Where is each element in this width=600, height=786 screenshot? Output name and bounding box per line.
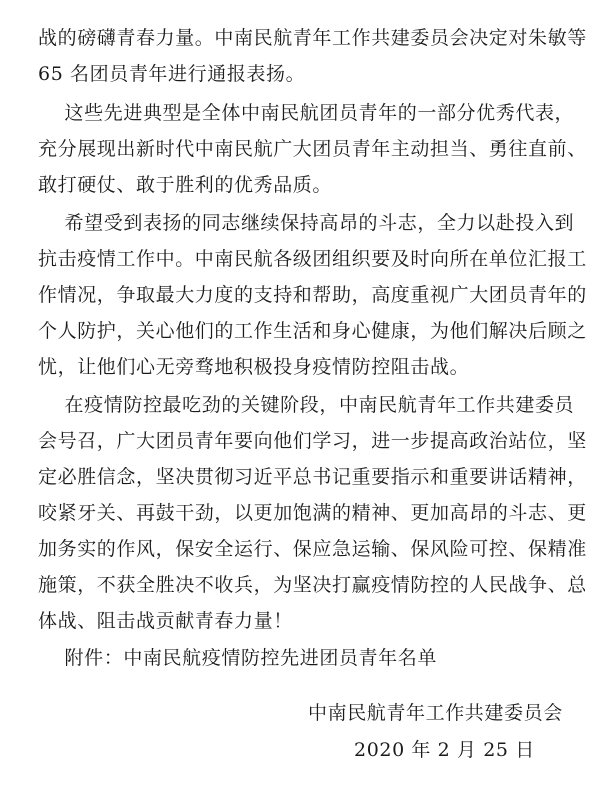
signature-organization: 中南民航青年工作共建委员会 [308,702,563,724]
paragraph-line: 体战、阻击战贡献青春力量！ [38,610,293,632]
paragraph-line: 定必胜信念，坚决贯彻习近平总书记重要指示和重要讲话精神， [38,466,587,488]
paragraph-line: 加务实的作风，保安全运行、保应急运输、保风险可控、保精准 [38,538,587,560]
signature-date: 2020 年 2 月 25 日 [354,739,535,761]
paragraph-line: 忧，让他们心无旁骛地积极投身疫情防控阻击战。 [38,356,470,378]
paragraph-line: 个人防护，关心他们的工作生活和身心健康，为他们解决后顾之 [38,320,587,342]
paragraph-line: 抗击疫情工作中。中南民航各级团组织要及时向所在单位汇报工 [38,248,587,270]
paragraph-line: 在疫情防控最吃劲的关键阶段，中南民航青年工作共建委员 [38,394,575,416]
paragraph-line: 咬紧牙关、再鼓干劲，以更加饱满的精神、更加高昂的斗志、更 [38,502,587,524]
paragraph-line: 施策，不获全胜决不收兵，为坚决打赢疫情防控的人民战争、总 [38,574,587,596]
paragraph-line: 敢打硬仗、敢于胜利的优秀品质。 [38,174,333,196]
paragraph-line: 作情况，争取最大力度的支持和帮助，高度重视广大团员青年的 [38,284,587,306]
paragraph-line: 65 名团员青年进行通报表扬。 [38,63,306,85]
paragraph-line: 这些先进典型是全体中南民航团员青年的一部分优秀代表， [38,102,575,124]
paragraph-line: 会号召，广大团员青年要向他们学习，进一步提高政治站位，坚 [38,430,587,452]
paragraph-line: 战的磅礴青春力量。中南民航青年工作共建委员会决定对朱敏等 [38,27,587,49]
paragraph-line: 充分展现出新时代中南民航广大团员青年主动担当、勇往直前、 [38,138,587,160]
paragraph-line: 希望受到表扬的同志继续保持高昂的斗志，全力以赴投入到 [38,212,575,234]
attachment-line: 附件：中南民航疫情防控先进团员青年名单 [38,647,437,669]
